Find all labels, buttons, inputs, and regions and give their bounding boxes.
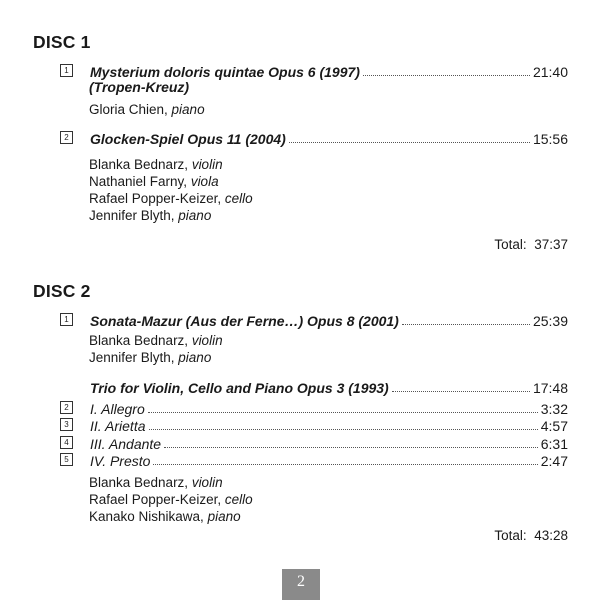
disc-2-heading: DISC 2 [33, 281, 91, 301]
performer-name: Nathaniel Farny, [89, 174, 191, 189]
performer-name: Jennifer Blyth, [89, 208, 179, 223]
movement-title: III. Andante [90, 436, 162, 452]
dot-leader [289, 142, 530, 143]
work-title: Trio for Violin, Cello and Piano Opus 3 (1993) [90, 380, 389, 396]
performer-line [89, 492, 253, 507]
dot-leader [164, 447, 538, 448]
track-title: Glocken-Spiel Opus 11 (2004) [90, 131, 286, 147]
performer-instrument: cello [224, 191, 253, 206]
movement-row[interactable] [60, 416, 568, 434]
movement-duration: 2:47 [540, 453, 568, 469]
performer-instrument: violin [191, 333, 223, 348]
dot-leader [392, 391, 530, 392]
movement-duration: 3:32 [540, 401, 568, 417]
disc-2-total [494, 528, 568, 543]
performer-line [89, 475, 223, 490]
track-number: 5 [60, 453, 73, 466]
track-title: Sonata-Mazur (Aus der Ferne…) Opus 8 (2001) [90, 313, 399, 329]
performer-line [89, 509, 241, 524]
movement-duration: 4:57 [540, 418, 568, 434]
work-heading-row [60, 378, 568, 396]
performer-line [89, 174, 219, 189]
page-number: 2 [282, 569, 320, 600]
performer-instrument: violin [191, 157, 223, 172]
dot-leader [149, 429, 538, 430]
performer-name: Blanka Bednarz, [89, 157, 192, 172]
dot-leader [148, 412, 538, 413]
track-number: 3 [60, 418, 73, 431]
movement-title: I. Allegro [90, 401, 145, 417]
movement-row[interactable] [60, 451, 568, 469]
work-duration: 17:48 [532, 380, 568, 396]
performer-instrument: piano [207, 509, 241, 524]
total-value: 43:28 [534, 528, 568, 543]
track-number: 2 [60, 131, 73, 144]
performer-line [89, 333, 223, 348]
total-label: Total: [494, 237, 527, 252]
movement-row[interactable] [60, 399, 568, 417]
performer-name: Kanako Nishikawa, [89, 509, 208, 524]
movement-duration: 6:31 [540, 436, 568, 452]
disc-1-heading: DISC 1 [33, 32, 91, 52]
performer-instrument: violin [191, 475, 223, 490]
track-number-placeholder [60, 380, 73, 393]
track-duration: 25:39 [532, 313, 568, 329]
performer-line [89, 191, 253, 206]
track-number: 2 [60, 401, 73, 414]
performer-instrument: piano [171, 102, 205, 117]
performer-line [89, 208, 211, 223]
track-row[interactable] [60, 311, 568, 329]
track-number: 4 [60, 436, 73, 449]
dot-leader [363, 75, 530, 76]
performer-line [89, 102, 205, 117]
performer-instrument: piano [178, 208, 212, 223]
performer-instrument: viola [190, 174, 219, 189]
dot-leader [402, 324, 530, 325]
total-value: 37:37 [534, 237, 568, 252]
dot-leader [153, 464, 537, 465]
total-label: Total: [494, 528, 527, 543]
performer-name: Blanka Bednarz, [89, 475, 192, 490]
track-number: 1 [60, 64, 73, 77]
performer-line [89, 350, 211, 365]
track-row[interactable] [60, 129, 568, 147]
track-duration: 15:56 [532, 131, 568, 147]
performer-name: Blanka Bednarz, [89, 333, 192, 348]
track-subtitle: (Tropen-Kreuz) [89, 79, 190, 95]
disc-1-total [494, 237, 568, 252]
performer-instrument: piano [178, 350, 212, 365]
performer-instrument: cello [224, 492, 253, 507]
track-duration: 21:40 [532, 64, 568, 80]
track-row[interactable] [60, 62, 568, 80]
performer-name: Rafael Popper-Keizer, [89, 492, 225, 507]
performer-name: Rafael Popper-Keizer, [89, 191, 225, 206]
movement-row[interactable] [60, 434, 568, 452]
movement-title: IV. Presto [90, 453, 151, 469]
performer-line [89, 157, 223, 172]
movement-title: II. Arietta [90, 418, 146, 434]
track-title: Mysterium doloris quintae Opus 6 (1997) [90, 64, 360, 80]
performer-name: Gloria Chien, [89, 102, 172, 117]
performer-name: Jennifer Blyth, [89, 350, 179, 365]
track-number: 1 [60, 313, 73, 326]
